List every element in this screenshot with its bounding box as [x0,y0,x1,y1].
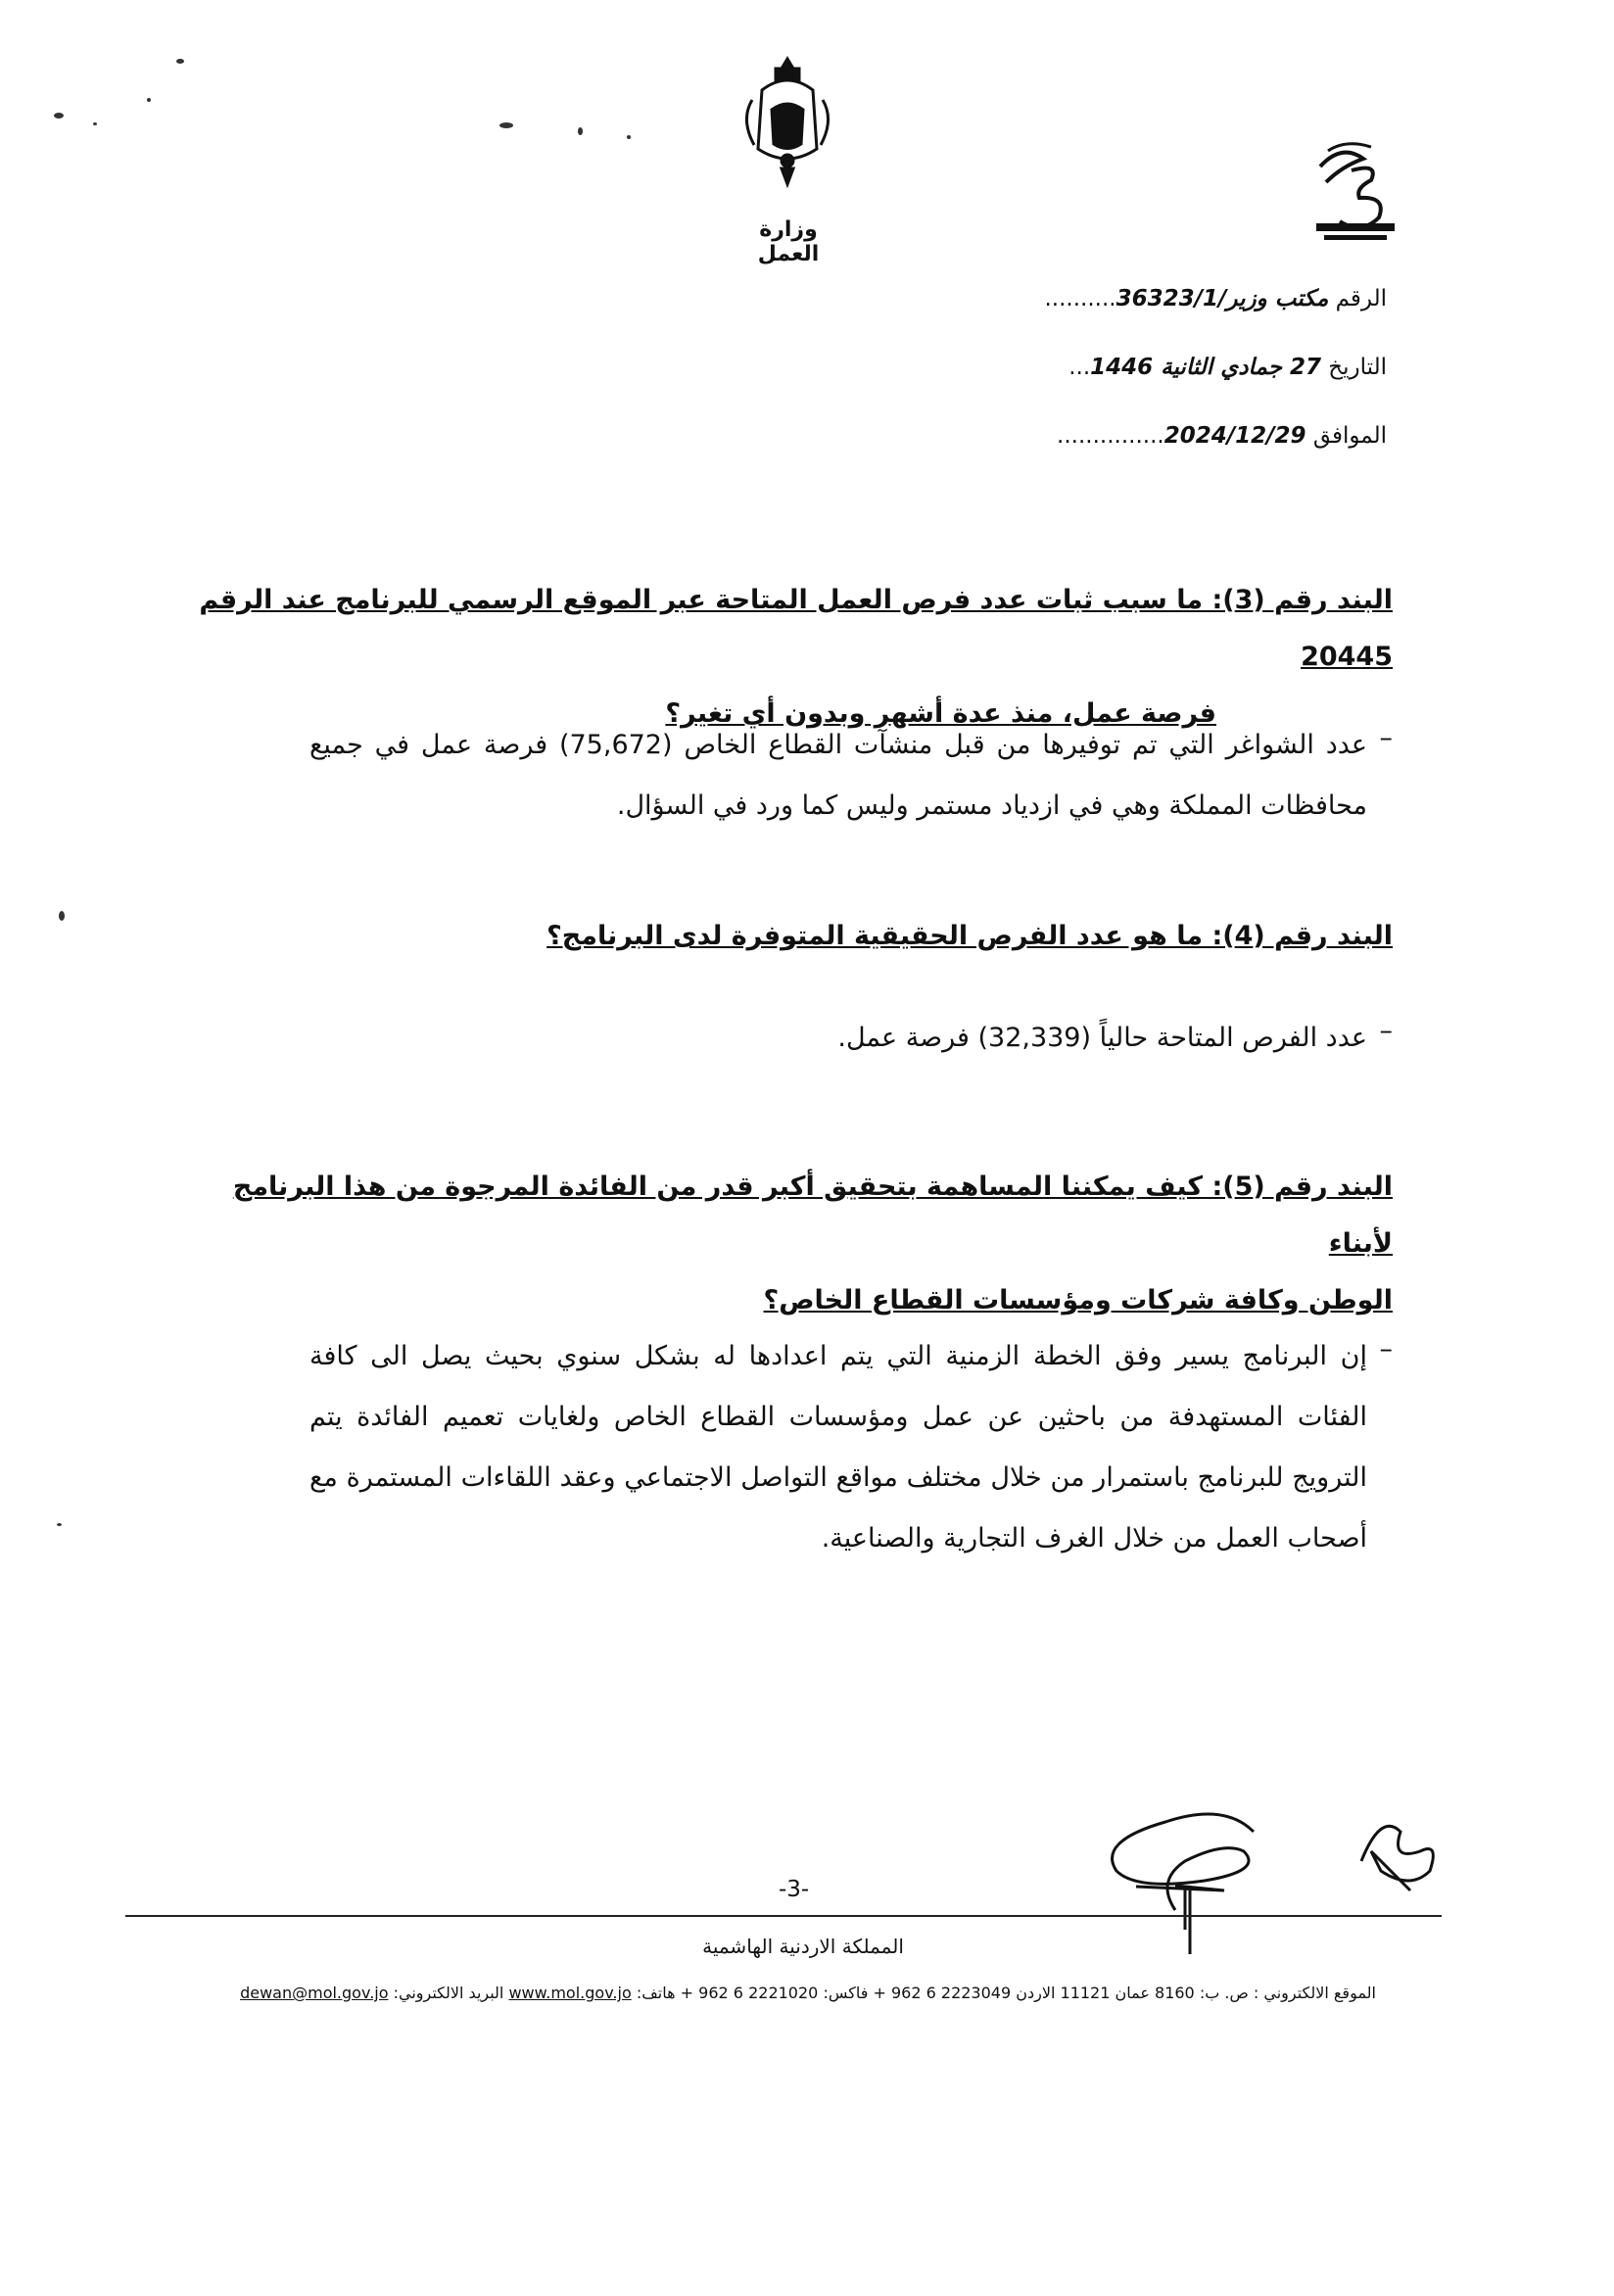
reference-value: مكتب وزير/36323/1 [1116,286,1329,311]
footer-kingdom: المملكة الاردنية الهاشمية [702,1935,904,1958]
footer-website-label: الموقع الالكتروني : [1253,1984,1376,2002]
footer-fax-label: فاكس: [823,1984,869,2002]
footer-phone-label: هاتف: [636,1984,676,2002]
anniversary-logo [1303,137,1410,245]
item-4-answer: عدد الفرص المتاحة حالياً (32,339) فرصة عمل. [837,1023,1367,1053]
item-3-heading-line2: فرصة عمل، منذ عدة أشهر وبدون أي تغير؟ [665,698,1216,729]
footer-contact [171,1984,1445,2002]
date-label: التاريخ [1328,355,1387,380]
item-5-heading [198,1159,1393,1329]
scan-speck [176,59,184,64]
reference-label: الرقم [1335,286,1387,311]
scan-speck [57,1523,62,1526]
footer-phone: 2221020 6 962 + [680,1984,819,2002]
scan-speck [93,122,97,125]
footer-divider [125,1915,1442,1917]
item-3-answer: عدد الشواغر التي تم توفيرها من قبل منشآت القطاع الخاص (75,672) فرصة عمل في جميع محافظات المملكة وهي في ازدياد مستمر وليس كما ورد في السؤال. [309,730,1367,821]
footer-email-label: البريد الالكتروني: [393,1984,504,2002]
page-number: -3- [779,1877,810,1902]
item-5-answer: إن البرنامج يسير وفق الخطة الزمنية التي يتم اعدادها له بشكل سنوي بحيث يصل الى كافة الفئات المستهدفة من باحثين عن عمل ومؤسسات القطاع الخاص ولغايات تعميم الفائدة يتم الترويج للبرنامج باستمرار من خلال مختلف مواقع التواصل الاجتماعي وعقد اللقاءات المستمرة مع أصحاب العمل من خلال الغرف التجارية والصناعية. [309,1341,1367,1554]
item-4-heading [198,908,1393,965]
footer-pobox: ص. ب: 8160 عمان 11121 الاردن [1016,1984,1249,2002]
ministry-name: وزارة العمل [757,217,820,266]
footer-website[interactable]: www.mol.gov.jo [508,1984,632,2002]
item-4-heading-line1: البند رقم (4): ما هو عدد الفرص الحقيقية المتوفرة لدى البرنامج؟ [546,921,1393,951]
bullet-dash: – [1379,723,1393,753]
corresponding-value: 2024/12/29 [1163,423,1306,449]
bullet-dash: – [1379,1334,1393,1364]
scan-speck [59,911,65,921]
corresponding-label: الموافق [1312,423,1387,449]
royal-emblem [733,51,842,188]
footer-email[interactable]: dewan@mol.gov.jo [240,1984,389,2002]
hijri-date-row: التاريخ 27 جمادي الثانية 1446... [1068,355,1387,380]
scan-speck [147,98,151,102]
reference-number-row: الرقم مكتب وزير/36323/1.......... [1044,286,1387,311]
scan-speck [499,122,513,128]
date-value: 27 جمادي الثانية 1446 [1090,355,1321,380]
item-5-heading-line2: الوطن وكافة شركات ومؤسسات القطاع الخاص؟ [763,1285,1393,1315]
bullet-dash: – [1379,1016,1393,1046]
scan-speck [578,127,583,135]
signature-2 [1342,1802,1459,1900]
signature-1 [1077,1793,1273,1959]
item-5-heading-line1: البند رقم (5): كيف يمكننا المساهمة بتحقيق أكبر قدر من الفائدة المرجوة من هذا البرنامج لأبناء [232,1172,1393,1259]
scan-speck [627,135,631,139]
gregorian-date-row: الموافق 2024/12/29............... [1057,423,1387,449]
scan-speck [54,113,64,119]
item-3-heading-line1: البند رقم (3): ما سبب ثبات عدد فرص العمل المتاحة عبر الموقع الرسمي للبرنامج عند الرقم 20445 [199,585,1393,672]
footer-fax: 2223049 6 962 + [873,1984,1012,2002]
